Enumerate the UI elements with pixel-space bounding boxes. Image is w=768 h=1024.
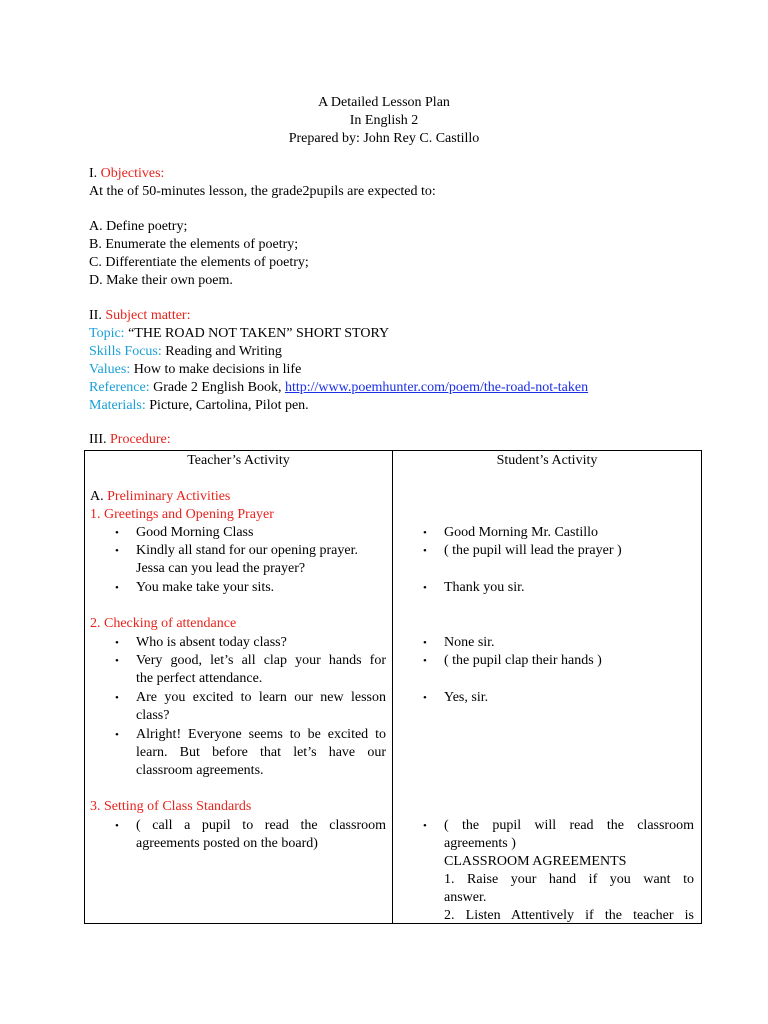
reference-value: Grade 2 English Book, <box>153 380 282 395</box>
values-line <box>89 361 301 379</box>
bullet-icon: • <box>115 637 119 649</box>
preliminary-letter: A. <box>90 489 104 504</box>
student-thanks: Thank you sir. <box>444 580 525 595</box>
bullet-icon: • <box>423 820 427 832</box>
objectives-label: Objectives: <box>100 166 165 181</box>
values-value: How to make decisions in life <box>133 362 302 377</box>
objectives-number: I. <box>89 166 98 181</box>
procedure-label: Procedure: <box>110 432 171 447</box>
skills-value: Reading and Writing <box>165 344 282 359</box>
teacher-column <box>85 451 393 924</box>
bullet-icon: • <box>423 655 427 667</box>
bullet-icon: • <box>423 545 427 557</box>
teacher-excited-line1: Are you excited to learn our new lesson <box>136 690 386 705</box>
objectives-heading <box>89 165 164 183</box>
teacher-greeting: Good Morning Class <box>136 525 254 540</box>
student-none: None sir. <box>444 635 495 650</box>
objectives-intro: At the of 50-minutes lesson, the grade2pupils are expected to: <box>89 184 436 199</box>
subject-matter-number: II. <box>89 308 102 323</box>
teacher-alright-line1: Alright! Everyone seems to be excited to <box>136 727 386 742</box>
student-column <box>393 451 702 924</box>
teacher-alright-line2: learn. But before that let’s have our <box>136 745 386 760</box>
reference-line <box>89 379 588 397</box>
agreement-1-line1: 1. Raise your hand if you want to <box>444 872 694 887</box>
teacher-activity-header: Teacher’s Activity <box>187 453 290 468</box>
document-subject: In English 2 <box>349 113 419 128</box>
student-greeting: Good Morning Mr. Castillo <box>444 525 599 540</box>
student-read-line1: ( the pupil will read the classroom <box>444 818 694 833</box>
bullet-icon: • <box>115 655 119 667</box>
objective-item: D. Make their own poem. <box>89 273 233 288</box>
teacher-excited-line2: class? <box>136 708 170 723</box>
topic-value: “THE ROAD NOT TAKEN” SHORT STORY <box>128 326 390 341</box>
classroom-agreements-title: CLASSROOM AGREEMENTS <box>444 854 627 869</box>
procedure-number: III. <box>89 432 107 447</box>
student-activity-header: Student’s Activity <box>496 453 598 468</box>
bullet-icon: • <box>423 692 427 704</box>
teacher-prayer-line2: Jessa can you lead the prayer? <box>136 561 306 576</box>
bullet-icon: • <box>115 692 119 704</box>
preliminary-label: Preliminary Activities <box>107 489 231 504</box>
teacher-sit: You make take your sits. <box>136 580 275 595</box>
bullet-icon: • <box>423 637 427 649</box>
bullet-icon: • <box>115 820 119 832</box>
materials-line <box>89 397 309 415</box>
bullet-icon: • <box>115 545 119 557</box>
preliminary-heading <box>90 488 230 506</box>
objective-item: C. Differentiate the elements of poetry; <box>89 255 309 270</box>
teacher-prayer-line1: Kindly all stand for our opening prayer. <box>136 543 359 558</box>
materials-value: Picture, Cartolina, Pilot pen. <box>149 398 309 413</box>
student-read-line2: agreements ) <box>444 836 516 851</box>
prepared-by: Prepared by: John Rey C. Castillo <box>288 131 480 146</box>
student-clap: ( the pupil clap their hands ) <box>444 653 602 668</box>
student-yes: Yes, sir. <box>444 690 489 705</box>
skills-line <box>89 343 282 361</box>
bullet-icon: • <box>423 527 427 539</box>
greetings-heading: 1. Greetings and Opening Prayer <box>90 507 274 522</box>
agreement-1-line2: answer. <box>444 890 487 905</box>
subject-matter-label: Subject matter: <box>105 308 191 323</box>
bullet-icon: • <box>423 582 427 594</box>
bullet-icon: • <box>115 582 119 594</box>
teacher-clap-line2: the perfect attendance. <box>136 671 263 686</box>
teacher-call-pupil-line2: agreements posted on the board) <box>136 836 318 851</box>
attendance-heading: 2. Checking of attendance <box>90 616 237 631</box>
teacher-clap-line1: Very good, let’s all clap your hands for <box>136 653 386 668</box>
activity-table <box>84 450 702 924</box>
reference-label: Reference: <box>89 380 150 395</box>
skills-label: Skills Focus: <box>89 344 162 359</box>
teacher-alright-line3: classroom agreements. <box>136 763 264 778</box>
teacher-call-pupil-line1: ( call a pupil to read the classroom <box>136 818 386 833</box>
student-prayer: ( the pupil will lead the prayer ) <box>444 543 622 558</box>
objective-item: B. Enumerate the elements of poetry; <box>89 237 299 252</box>
standards-heading: 3. Setting of Class Standards <box>90 799 252 814</box>
teacher-absent: Who is absent today class? <box>136 635 287 650</box>
bullet-icon: • <box>115 729 119 741</box>
agreement-2-line1: 2. Listen Attentively if the teacher is <box>444 908 694 923</box>
procedure-heading <box>89 431 171 449</box>
topic-label: Topic: <box>89 326 125 341</box>
document-header <box>0 94 768 148</box>
materials-label: Materials: <box>89 398 146 413</box>
subject-matter-heading <box>89 307 190 325</box>
document-title: A Detailed Lesson Plan <box>318 95 450 110</box>
topic-line <box>89 325 389 343</box>
objective-item: A. Define poetry; <box>89 219 188 234</box>
reference-link[interactable]: http://www.poemhunter.com/poem/the-road-not-taken <box>284 380 589 395</box>
values-label: Values: <box>89 362 131 377</box>
bullet-icon: • <box>115 527 119 539</box>
